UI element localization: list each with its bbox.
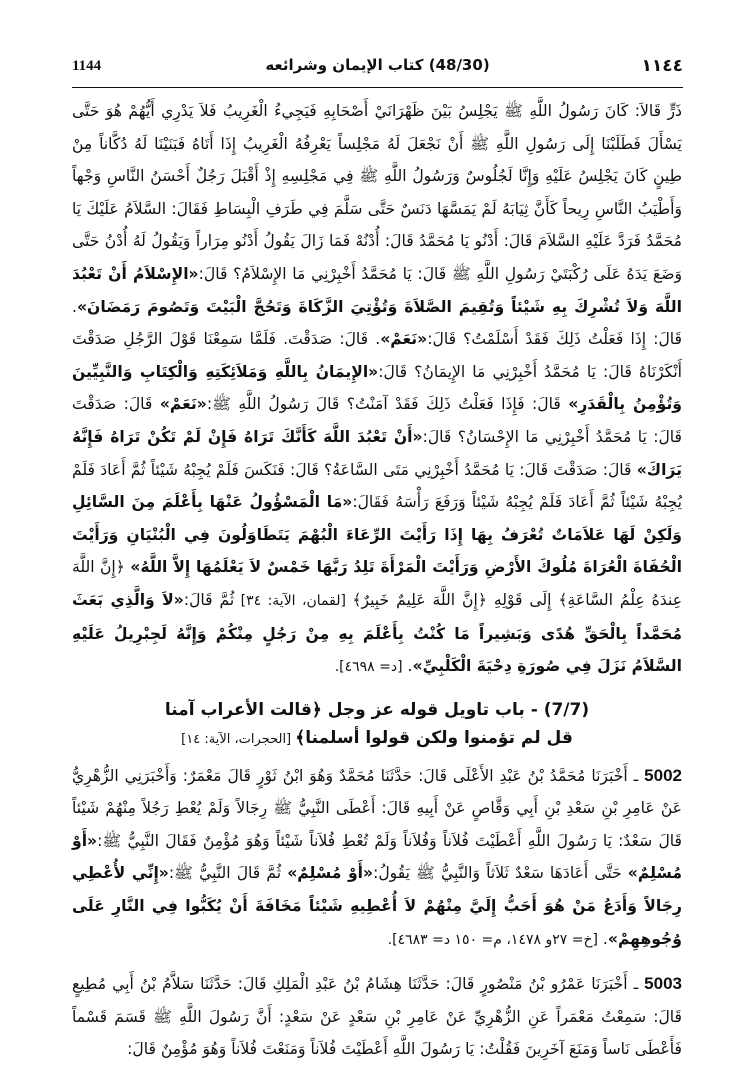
page-body: [72, 95, 682, 1066]
prophetic-quote: «مَا الْمَسْؤُولُ عَنْهَا بِأَعْلَمَ مِنَ السَّائِلِ وَلَكِنْ لَهَا عَلاَمَاتٌ تُعْرَفُ بِهَا إِذَا رَأَيْتَ الرِّعَاءَ الْبُهْمَ يَتَطَاوَلُونَ فِي الْبُنْيَانِ وَرَأَيْتَ الْحُفَاةَ الْعُرَاةَ مُلُوكَ الأَرْضِ وَرَأَيْتَ الْمَرْأَةَ تَلِدُ رَبَّهَا خَمْسٌ لاَ يَعْلَمُهَا إِلاَّ اللَّهُ»: [72, 493, 682, 577]
page-number-arabic: ١١٤٤: [641, 56, 683, 76]
prophetic-quote: «الإِسْلاَمُ أَنْ تَعْبُدَ اللَّهَ وَلاَ تُشْرِكَ بِهِ شَيْئاً وَتُقِيمَ الصَّلاَةَ وَتُؤْتِيَ الزَّكَاةَ وَتَحُجَّ الْبَيْتَ وَتَصُومَ رَمَضَانَ»: [72, 264, 682, 316]
prophetic-quote: «لاَ وَالَّذِي بَعَثَ مُحَمَّداً بِالْحَقِّ هُدًى وَبَشِيراً مَا كُنْتُ بِأَعْلَمَ بِهِ مِنْ رَجُلٍ مِنْكُمْ وَإِنَّهُ لَجِبْرِيلُ عَلَيْهِ السَّلاَمُ نَزَلَ فِي صُورَةِ دِحْيَةَ الْكَلْبِيِّ»: [72, 590, 682, 676]
text-span: حَتَّى أَعَادَهَا سَعْدٌ ثَلاَثاً وَالنَّبِيُّ ﷺ يَقُولُ:: [373, 864, 628, 883]
prophetic-quote: «إِنِّي لأُعْطِي رِجَالاً وَأَدَعُ مَنْ هُوَ أَحَبُّ إِلَيَّ مِنْهُمْ لاَ أُعْطِيهِ شَيْئاً مَخَافَةَ أَنْ يُكَبُّوا فِي النَّارِ عَلَى وُجُوهِهِمْ»: [72, 864, 682, 948]
text-span: قَالَ: فَإِذَا فَعَلْتُ ذَلِكَ فَقَدْ آمَنْتُ؟ قَالَ رَسُولُ اللَّهِ ﷺ:: [206, 395, 569, 414]
text-span: ثُمَّ قَالَ:: [183, 590, 235, 609]
prophetic-quote: «الإِيمَانُ بِاللَّهِ وَمَلاَئِكَتِهِ وَالْكِتَابِ وَالنَّبِيِّينَ وَتُؤْمِنُ بِالْقَدَرِ»: [72, 362, 682, 414]
text-span: .: [597, 929, 608, 948]
text-span: ـ أَخْبَرَنَا عَمْرُو بْنُ مَنْصُورٍ قَالَ: حَدَّثَنَا هِشَامُ بْنُ عَبْدِ الْمَلِكِ قَالَ: حَدَّثَنَا سَلاَّمُ بْنُ أَبِي مُطِيعٍ قَالَ: سَمِعْتُ مَعْمَراً عَنِ الزُّهْرِيِّ عَنْ عَامِرِ بْنِ سَعْدٍ عَنْ سَعْدٍ: أَنَّ رَسُولَ اللَّهِ ﷺ قَسَمَ قَسْماً فَأَعْطَى نَاساً وَمَنَعَ آخَرِينَ فَقُلْتُ: يَا رَسُولَ اللَّهِ أَعْطَيْتَ فُلاَناً وَمَنَعْتَ فُلاَناً وَهُوَ مُؤْمِنٌ قَالَ:: [72, 975, 682, 1059]
chapter-title-line-1: (7/7) - باب تاويل قوله عز وجل ﴿قالت الأعراب آمنا: [164, 699, 590, 720]
prophetic-quote: «أَوْ مُسْلِمٌ»: [72, 831, 682, 883]
cross-reference: [خ= ٢٧و ١٤٧٨، م= ١٥٠ د= ٤٦٨٣].: [387, 931, 598, 948]
text-span: ـ أَخْبَرَنَا مُحَمَّدُ بْنُ عَبْدِ الأَعْلَى قَالَ: حَدَّثَنَا مُحَمَّدٌ وَهُوَ ابْنُ ثَوْرٍ قَالَ مَعْمَرٌ: وَأَخْبَرَنِي الزُّهْرِيُّ عَنْ عَامِرِ بْنِ سَعْدِ بْنِ أَبِي وَقَّاصٍ عَنْ أَبِيهِ قَالَ: أَعْطَى النَّبِيُّ ﷺ رِجَالاً وَلَمْ يُعْطِ رَجُلاً مِنْهُمْ شَيْئاً قَالَ سَعْدٌ: يَا رَسُولَ اللَّهِ أَعْطَيْتَ فُلاَناً وَفُلاَناً وَلَمْ تُعْطِ فُلاَناً شَيْئاً وَهُوَ مُؤْمِنٌ فَقَالَ النَّبِيُّ ﷺ:: [72, 766, 682, 850]
hadith-5003: [72, 968, 682, 1066]
prophetic-quote: «نَعَمْ»: [159, 395, 207, 414]
chapter-title-line-2: قل لم تؤمنوا ولكن قولوا أسلمنا﴾: [295, 727, 573, 748]
prophetic-quote: «نَعَمْ»: [380, 330, 428, 349]
prophetic-quote: «أَنْ تَعْبُدَ اللَّهَ كَأَنَّكَ تَرَاهُ فَإِنْ لَمْ تَكُنْ تَرَاهُ فَإِنَّهُ يَرَاكَ»: [72, 427, 682, 479]
prophetic-quote: «أَوْ مُسْلِمٌ»: [287, 864, 374, 883]
page-number-latin: 1144: [72, 58, 102, 74]
text-span: . قَالَ: صَدَقْتَ. فَلَمَّا سَمِعْنَا قَوْلَ الرَّجُلِ صَدَقْتَ أَنْكَرْنَاهُ قَالَ: يَا مُحَمَّدُ أَخْبِرْنِي مَا الإِيمَانُ؟ قَالَ:: [72, 330, 683, 381]
text-span: ثُمَّ قَالَ النَّبِيُّ ﷺ:: [168, 864, 288, 883]
header-divider: [72, 87, 683, 88]
quran-quote: ﴿إِنَّ اللَّهَ عِندَهُ عِلْمُ السَّاعَةِ﴾ إِلَى قَوْلِهِ ﴿إِنَّ اللَّهَ عَلِيمٌ خَبِيرٌ﴾: [72, 558, 683, 609]
chapter-heading: [72, 696, 682, 754]
text-span: . قَالَ: إِذَا فَعَلْتُ ذَلِكَ فَقَدْ أَسْلَمْتُ؟ قَالَ:: [72, 297, 682, 349]
hadith-continuation: [72, 95, 682, 684]
hadith-number: 5002: [644, 765, 682, 785]
text-span: ذَرٍّ قَالاَ: كَانَ رَسُولُ اللَّهِ ﷺ يَجْلِسُ بَيْنَ ظَهْرَانَيْ أَصْحَابِهِ فَيَجِيءُ الْغَرِيبُ فَلاَ يَدْرِي أَيُّهُمْ هُوَ حَتَّى يَسْأَلَ فَطَلَبْنَا إِلَى رَسُولِ اللَّهِ ﷺ أَنْ نَجْعَلَ لَهُ مَجْلِساً يَعْرِفُهُ الْغَرِيبُ إِذَا أَتَاهُ فَبَنَيْنَا لَهُ دُكَّاناً مِنْ طِينٍ كَانَ يَجْلِسُ عَلَيْهِ وَإِنَّا لَجُلُوسٌ وَرَسُولُ اللَّهِ ﷺ فِي مَجْلِسِهِ إِذْ أَقْبَلَ رَجُلٌ أَحْسَنُ النَّاسِ وَجْهاً وَأَطْيَبُ النَّاسِ رِيحاً كَأَنَّ ثِيَابَهُ لَمْ يَمَسَّهَا دَنَسٌ حَتَّى سَلَّمَ فِي طَرَفِ الْبِسَاطِ فَقَالَ: السَّلاَمُ عَلَيْكَ يَا مُحَمَّدُ فَرَدَّ عَلَيْهِ السَّلاَمَ قَالَ: أَدْنُو يَا مُحَمَّدُ قَالَ: أُدْنُهْ فَمَا زَالَ يَقُولُ أَدْنُو مِرَاراً وَيَقُولُ لَهُ أُدْنُ حَتَّى وَضَعَ يَدَهُ عَلَى رُكْبَتَيْ رَسُولِ اللَّهِ ﷺ قَالَ: يَا مُحَمَّدُ أَخْبِرْنِي مَا الإِسْلاَمُ؟ قَالَ:: [72, 102, 682, 283]
cross-reference: [د= ٤٦٩٨].: [334, 659, 403, 676]
paragraph-gap: [72, 956, 682, 968]
text-span: قَالَ: صَدَقْتَ قَالَ: يَا مُحَمَّدُ أَخْبِرْنِي مَا الإِحْسَانُ؟ قَالَ:: [72, 395, 682, 446]
verse-reference: [لقمان، الآية: ٣٤]: [234, 592, 353, 609]
hadith-number: 5003: [644, 974, 682, 994]
chapter-verse-reference: [الحجرات، الآية: ١٤]: [181, 731, 296, 747]
hadith-5002: [72, 760, 682, 957]
text-span: .: [402, 657, 413, 676]
page-header: [72, 56, 683, 80]
running-head: (48/30) كتاب الإيمان وشرائعه: [265, 56, 490, 74]
text-span: قَالَ: صَدَقْتَ قَالَ: يَا مُحَمَّدُ أَخْبِرْنِي مَتَى السَّاعَةُ؟ قَالَ: فَنَكَسَ فَلَمْ يُجِبْهُ شَيْئاً ثُمَّ أَعَادَ فَلَمْ يُجِبْهُ شَيْئاً ثُمَّ أَعَادَ فَلَمْ يُجِبْهُ شَيْئاً وَرَفَعَ رَأْسَهُ فَقَالَ:: [72, 460, 682, 512]
